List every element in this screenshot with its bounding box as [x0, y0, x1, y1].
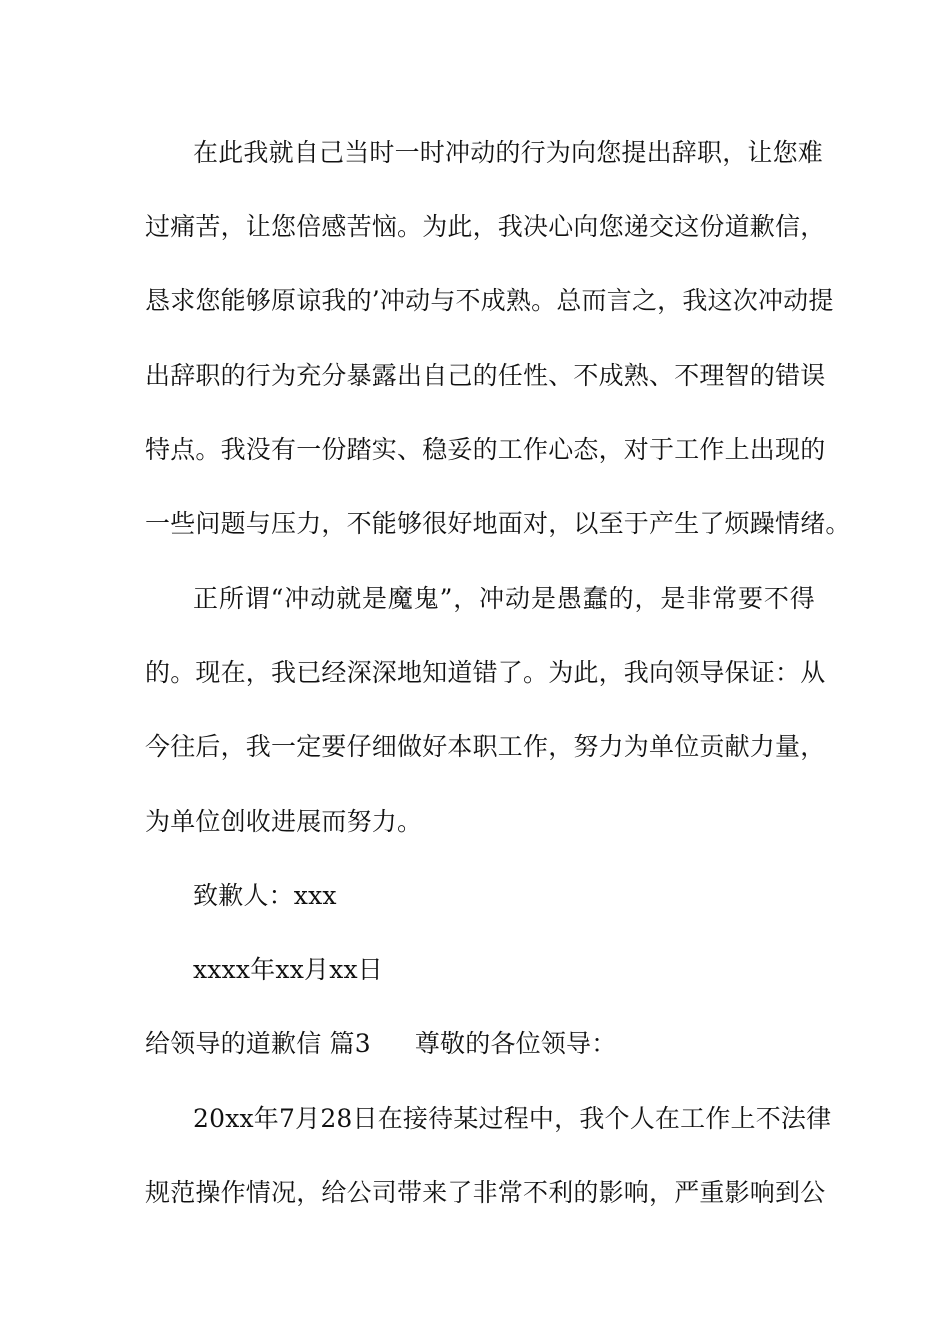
paragraph-1-line-2: 过痛苦，让您倍感苦恼。为此，我决心向您递交这份道歉信， — [145, 212, 826, 241]
paragraph-1-line-3: 恳求您能够原谅我的’冲动与不成熟。总而言之，我这次冲动提 — [145, 286, 834, 315]
paragraph-1-line-1: 在此我就自己当时一时冲动的行为向您提出辞职，让您难 — [193, 138, 824, 167]
date-line: xxxx年xx月xx日 — [193, 955, 383, 984]
paragraph-2-line-1: 正所谓“冲动就是魔鬼”，冲动是愚蠢的，是非常要不得 — [193, 584, 815, 613]
paragraph-3-line-2: 规范操作情况，给公司带来了非常不利的影响，严重影响到公 — [145, 1178, 826, 1207]
paragraph-1-line-5: 特点。我没有一份踏实、稳妥的工作心态，对于工作上出现的 — [145, 435, 826, 464]
paragraph-1-line-4: 出辞职的行为充分暴露出自己的任性、不成熟、不理智的错误 — [145, 361, 826, 390]
paragraph-2-line-4: 为单位创收进展而努力。 — [145, 807, 423, 836]
section-heading — [145, 1028, 815, 1060]
paragraph-1-line-6: 一些问题与压力，不能够很好地面对，以至于产生了烦躁情绪。 — [145, 509, 851, 538]
section-title: 给领导的道歉信 篇3 — [145, 1029, 371, 1058]
paragraph-2-line-3: 今往后，我一定要仔细做好本职工作，努力为单位贡献力量， — [145, 732, 826, 761]
paragraph-2-line-2: 的。现在，我已经深深地知道错了。为此，我向领导保证：从 — [145, 658, 826, 687]
salutation: 尊敬的各位领导： — [414, 1029, 617, 1058]
paragraph-3-line-1: 20xx年7月28日在接待某过程中，我个人在工作上不法律 — [193, 1104, 832, 1133]
signature-line: 致歉人：xxx — [193, 881, 337, 910]
